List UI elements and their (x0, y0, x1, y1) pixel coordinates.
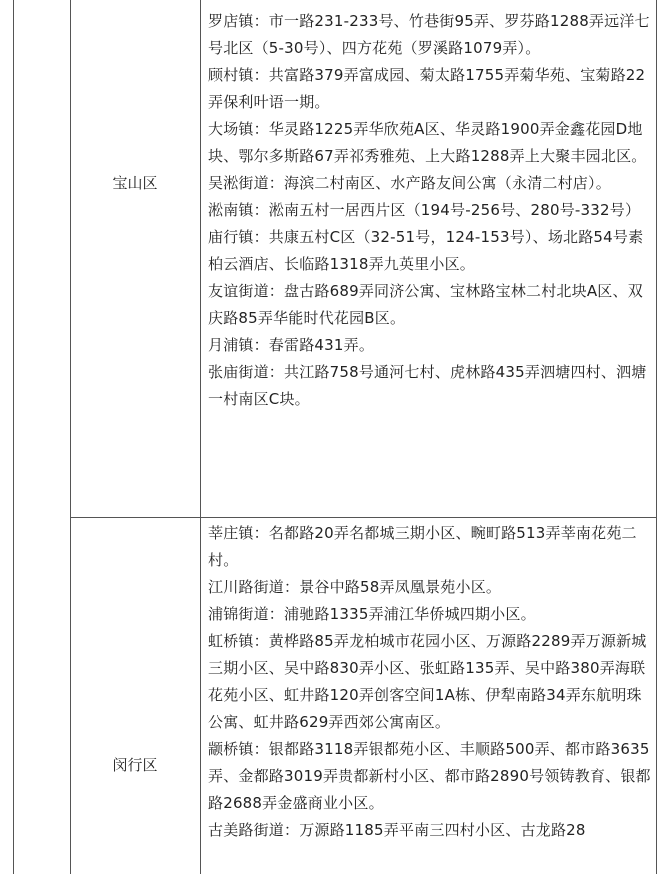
address-entry: 江川路街道：景谷中路58弄凤凰景苑小区。 (208, 578, 502, 596)
address-entry: 莘庄镇：名都路20弄名都城三期小区、畹町路513弄莘南花苑二村。 (208, 524, 637, 569)
address-entry: 张庙街道：共江路758号通河七村、虎林路435弄泗塘四村、泗塘一村南区C块。 (208, 363, 647, 408)
address-entry: 顾村镇：共富路379弄富成园、菊太路1755弄菊华苑、宝菊路22弄保利叶语一期。 (208, 66, 646, 111)
district-name-minhang: 闵行区 (112, 756, 158, 774)
address-entry: 淞南镇：淞南五村一居西片区（194号-256号、280号-332号） (208, 201, 641, 219)
address-entry: 虹桥镇：黄桦路85弄龙柏城市花园小区、万源路2289弄万源新城三期小区、吴中路830弄小区、张虹路135弄、吴中路380弄海联花苑小区、虹井路120弄创客空间1A栋、伊犁南路34弄东航明珠公寓、虹井路629弄西郊公寓南区。 (208, 632, 647, 731)
address-entry: 庙行镇：共康五村C区（32-51号，124-153号）、场北路54号素柏云酒店、长临路1318弄九英里小区。 (208, 228, 644, 273)
address-entry: 吴淞街道：海滨二村南区、水产路友间公寓（永清二村店）。 (208, 174, 611, 192)
address-entry: 古美路街道：万源路1185弄平南三四村小区、古龙路28 (208, 821, 586, 839)
table-border-left (13, 0, 14, 874)
address-entry: 浦锦街道：浦驰路1335弄浦江华侨城四期小区。 (208, 605, 536, 623)
column-divider-1 (70, 0, 71, 874)
row-divider (70, 517, 657, 518)
minhang-address-cell (208, 520, 654, 844)
address-entry: 月浦镇：春雷路431弄。 (208, 336, 375, 354)
address-entry: 颛桥镇：银都路3118弄银都苑小区、丰顺路500弄、都市路3635弄、金都路3019弄贵都新村小区、都市路2890号领铸教育、银都路2688弄金盛商业小区。 (208, 740, 651, 812)
baoshan-address-cell (208, 8, 654, 413)
address-entry: 罗店镇：市一路231-233号、竹巷街95弄、罗芬路1288弄远洋七号北区（5-30号）、四方花苑（罗溪路1079弄）。 (208, 12, 650, 57)
address-entry: 大场镇：华灵路1225弄华欣苑A区、华灵路1900弄金鑫花园D地块、鄂尔多斯路67弄祁秀雅苑、上大路1288弄上大聚丰园北区。 (208, 120, 647, 165)
district-name-baoshan: 宝山区 (112, 174, 158, 192)
column-divider-2 (200, 0, 201, 874)
table-border-right (656, 0, 657, 874)
address-entry: 友谊街道：盘古路689弄同济公寓、宝林路宝林二村北块A区、双庆路85弄华能时代花园B区。 (208, 282, 643, 327)
